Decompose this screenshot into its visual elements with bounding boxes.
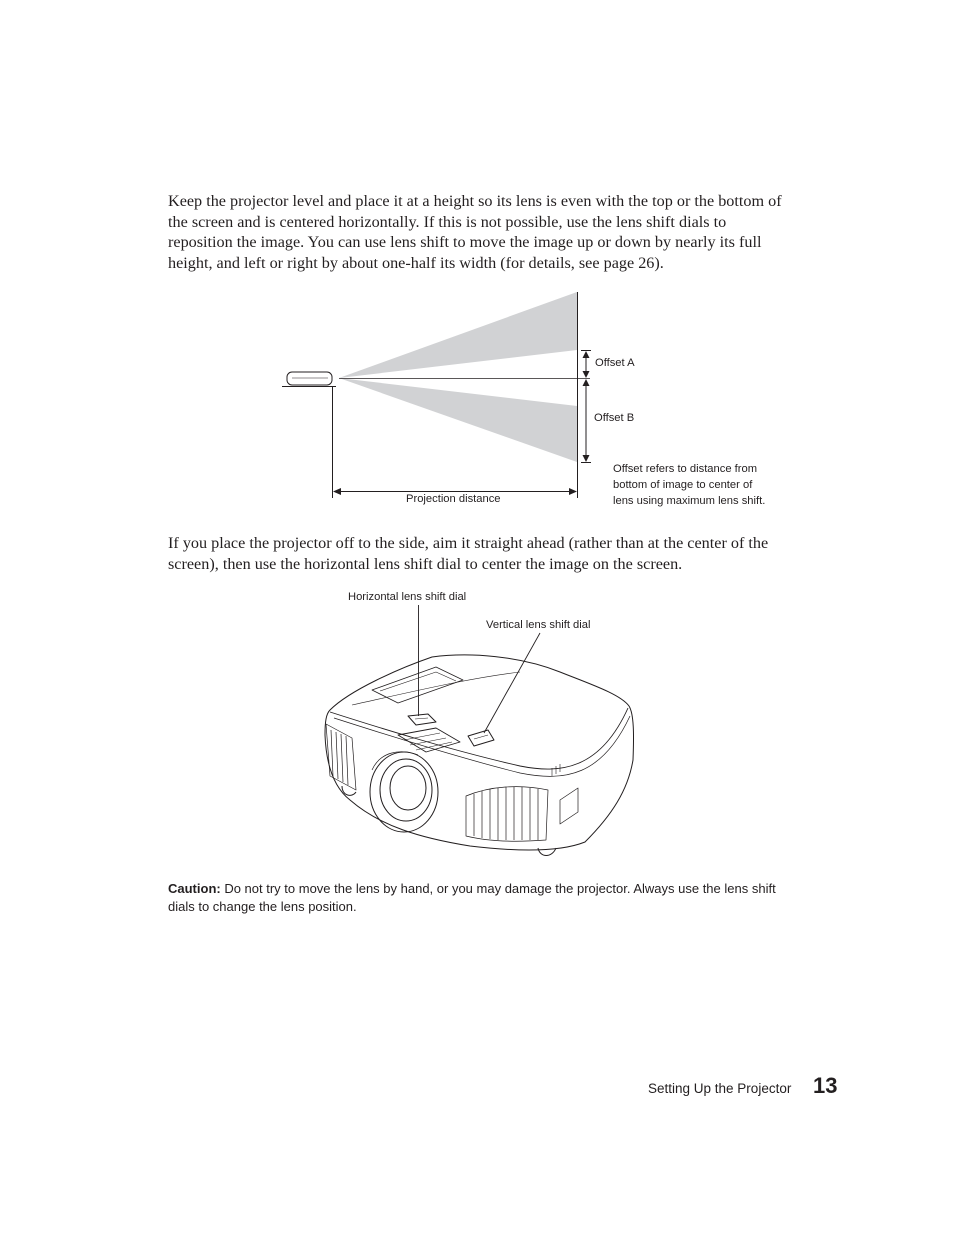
offset-note-line-1: Offset refers to distance from [613,463,758,475]
caution-text: Do not try to move the lens by hand, or you may damage the projector. Always use the lens shift dials to change the lens position. [168,881,776,914]
caution-note [168,880,788,916]
offset-b-label: Offset B [594,412,635,424]
horizontal-lens-shift-dial [408,714,436,725]
side-panel [560,788,578,824]
projection-distance-label: Projection distance [406,493,501,505]
caution-label: Caution: [168,881,221,896]
front-vent [466,787,548,842]
page-number: 13 [813,1073,838,1098]
projector-lens [370,752,438,832]
offset-a-label: Offset A [595,357,635,369]
left-vent [326,724,356,790]
intro-paragraph: Keep the projector level and place it at a height so its lens is even with the top or the bottom of the screen and is centered horizontally. If this is not possible, use the lens shift dials to reposition the image. You can use lens shift to move the image up or down by nearly its full height, and left or right by about one-half its width (for details, see page 26). [168,192,782,272]
offset-note-line-3: lens using maximum lens shift. [613,495,766,507]
projector-body-outline [325,655,634,850]
vertical-dial-leader [484,633,540,733]
side-placement-paragraph: If you place the projector off to the side, aim it straight ahead (rather than at the center of the screen), then use the horizontal lens shift dial to center the image on the screen. [168,534,769,573]
footer-section-title: Setting Up the Projector [648,1081,792,1096]
offset-note-line-2: bottom of image to center of [613,479,753,491]
vertical-lens-shift-dial [468,730,494,746]
vertical-dial-label: Vertical lens shift dial [486,619,591,631]
horizontal-dial-label: Horizontal lens shift dial [348,591,467,603]
